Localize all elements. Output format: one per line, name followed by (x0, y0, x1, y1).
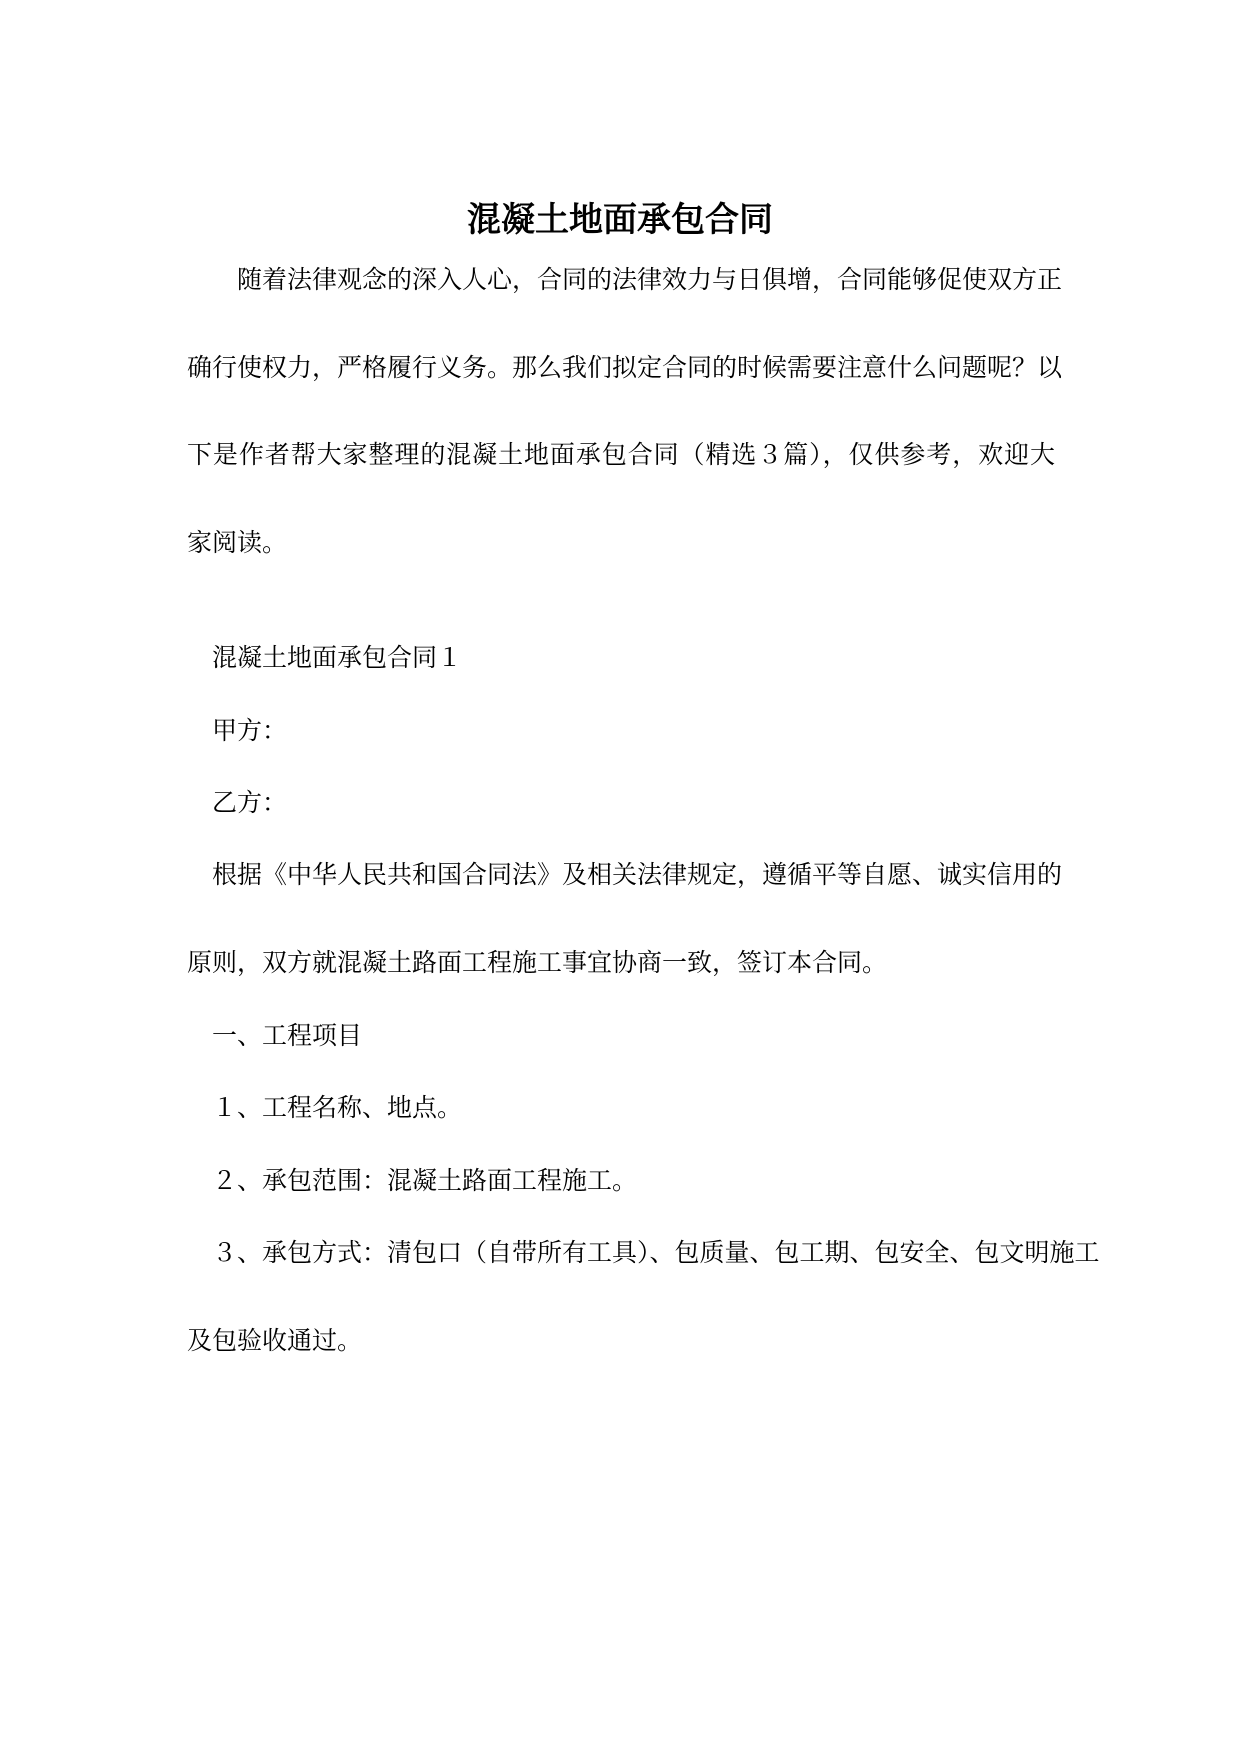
item-3-line-2: 及包验收通过。 (187, 1326, 363, 1355)
intro-line-1: 随着法律观念的深入人心，合同的法律效力与日俱增，合同能够促使双方正 (187, 265, 1063, 294)
intro-line-2: 确行使权力，严格履行义务。那么我们拟定合同的时候需要注意什么问题呢？以 (187, 353, 1063, 382)
intro-line-4: 家阅读。 (187, 528, 288, 557)
section-1-title: 一、工程项目 (187, 1021, 363, 1050)
party-b-label: 乙方： (187, 788, 288, 817)
intro-line-3: 下是作者帮大家整理的混凝土地面承包合同（精选３篇），仅供参考，欢迎大 (187, 440, 1055, 469)
party-a-label: 甲方： (187, 716, 288, 745)
basis-line-2: 原则，双方就混凝土路面工程施工事宜协商一致，签订本合同。 (187, 948, 888, 977)
document-title: 混凝土地面承包合同 (467, 200, 773, 240)
item-3-line-1: ３、承包方式：清包口（自带所有工具）、包质量、包工期、包安全、包文明施工 (187, 1238, 1100, 1267)
basis-line-1: 根据《中华人民共和国合同法》及相关法律规定，遵循平等自愿、诚实信用的 (187, 860, 1063, 889)
item-2: ２、承包范围：混凝土路面工程施工。 (187, 1166, 638, 1195)
item-1: １、工程名称、地点。 (187, 1093, 463, 1122)
contract-heading: 混凝土地面承包合同１ (187, 643, 463, 672)
